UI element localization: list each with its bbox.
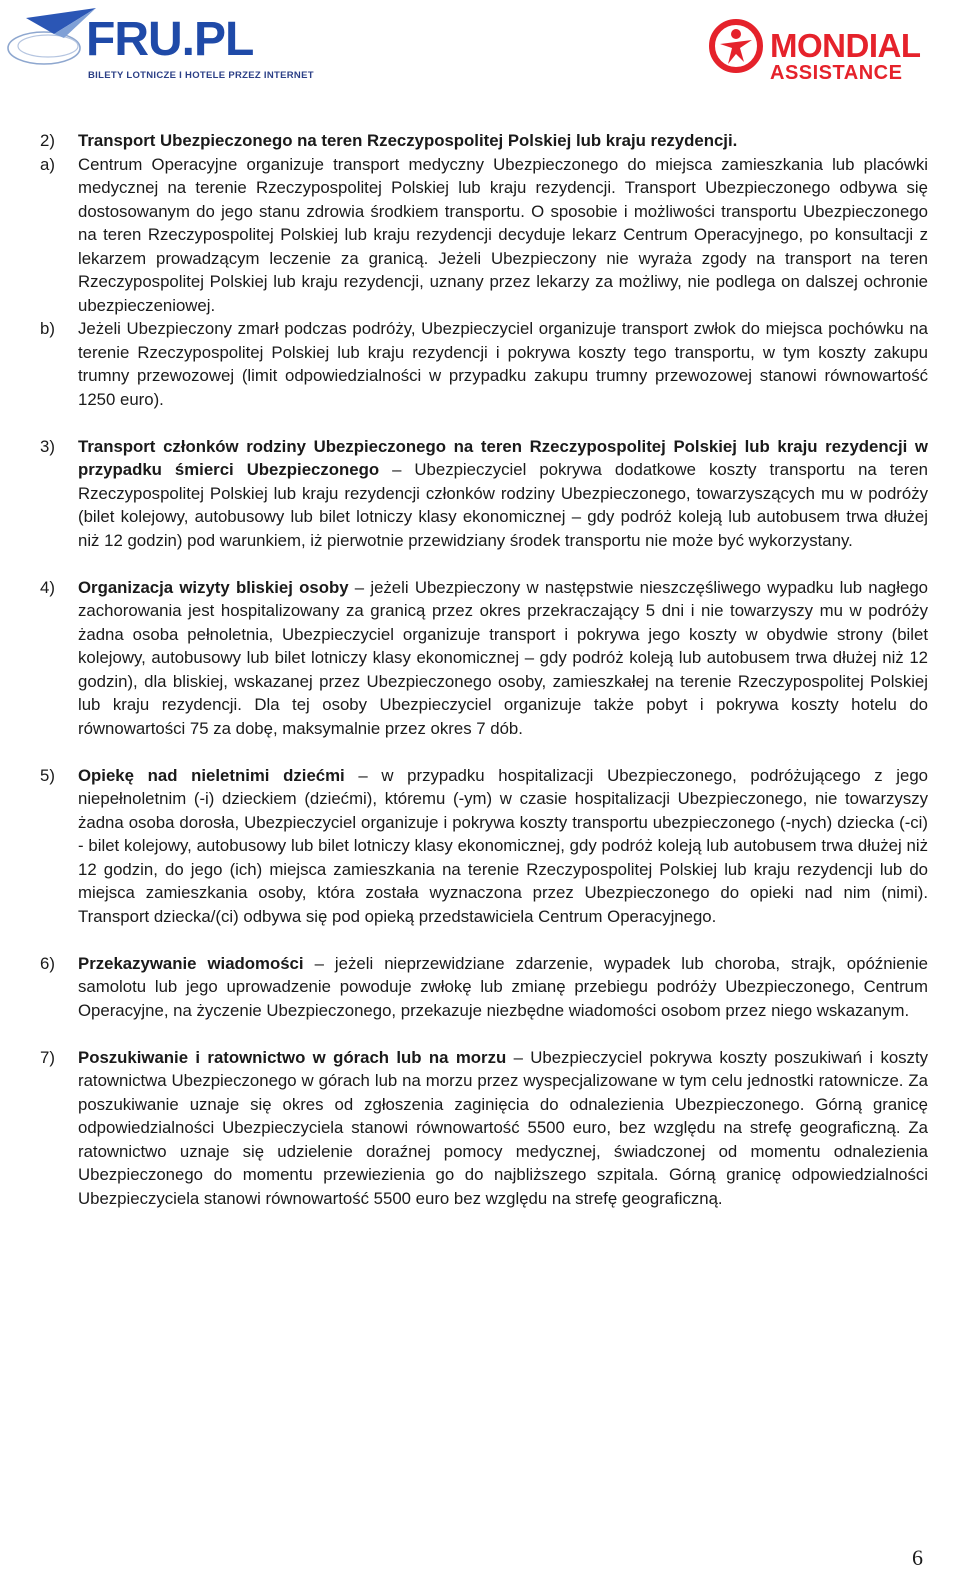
section-5	[40, 764, 928, 929]
section-6	[40, 952, 928, 1023]
document-body	[40, 129, 928, 1234]
section-text: – jeżeli nieprzewidziane zdarzenie, wypadek lub choroba, strajk, opóźnienie samolotu lub jego uprowadzenie powoduje zwłokę lub zmianę przebiegu podróży Ubezpieczonego, Centrum Operacyjne, na życzenie Ubezpieczonego, przekazuje niezbędne wiadomości osobom przez niego wskazanym.	[78, 953, 928, 1020]
section-text: – w przypadku hospitalizacji Ubezpieczonego, podróżującego z jego niepełnoletnim (-i) dzieckiem (dziećmi), któremu (-ym) w czasie hospitalizacji Ubezpieczonego, nie towarzyszy żadna osoba dorosła, Ubezpieczyciel organizuje i pokrywa koszty transportu ubezpieczonego (-nych) dziecka (-ci) - bilet kolejowy, autobusowy lub bilet lotniczy klasy ekonomicznej, gdy podróż koleją lub autobusem trwa dłużej niż 12 godzin, do jego (ich) miejsca zamieszkania na terenie Rzeczypospolitej Polskiej lub kraju rezydencji lub do miejsca zamieszkania osoby, która została wyznaczona przez Ubezpieczonego do opieki nad nim (nimi). Transport dziecka/(ci) odbywa się pod opieką przedstawiciela Centrum Operacyjnego.	[78, 765, 928, 926]
fru-logo	[4, 4, 322, 82]
section-4	[40, 576, 928, 741]
section-heading: Transport członków rodziny Ubezpieczonego na teren Rzeczypospolitej Polskiej lub kraju rezydencji w przypadku śmierci Ubezpieczonego	[78, 436, 928, 479]
fru-tagline: BILETY LOTNICZE I HOTELE PRZEZ INTERNET	[88, 70, 314, 81]
subsection-b	[40, 317, 928, 411]
page-number: 6	[912, 1545, 923, 1570]
subsection-text: Jeżeli Ubezpieczony zmarł podczas podróży, Ubezpieczyciel organizuje transport zwłok do miejsca pochówku na terenie Rzeczypospolitej Polskiej lub kraju rezydencji i pokrywa koszty tego transportu, w tym koszty zakupu trumny przewozowej (limit odpowiedzialności w przypadku zakupu trumny przewozowej stanowi równowartość 1250 euro).	[78, 319, 928, 409]
mondial-logo	[706, 14, 956, 88]
section-heading: Organizacja wizyty bliskiej osoby	[78, 577, 349, 597]
section-number: 7)	[40, 1047, 55, 1067]
section-number: 6)	[40, 953, 55, 973]
mondial-person-icon	[706, 14, 770, 78]
section-heading: Transport Ubezpieczonego na teren Rzeczypospolitej Polskiej lub kraju rezydencji.	[78, 131, 738, 150]
section-heading: Poszukiwanie i ratownictwo w górach lub na morzu	[78, 1047, 507, 1067]
subsection-text: Centrum Operacyjne organizuje transport medyczny Ubezpieczonego do miejsca zamieszkania lub placówki medycznej na terenie Rzeczypospolitej Polskiej lub kraju rezydencji. Transport Ubezpieczonego odbywa się dostosowanym do jego stanu zdrowia środkiem transportu. O sposobie i możliwości transportu Ubezpieczonego na teren Rzeczypospolitej Polskiej lub kraju rezydencji decyduje lekarz Centrum Operacyjnego, po konsultacji z lekarzem prowadzącym leczenie za granicą. Jeżeli Ubezpieczony nie wyraża zgody na transport na teren Rzeczypospolitej Polskiej lub kraju rezydencji, uznany przez lekarzy za możliwy, nie podlega on dalszej ochronie ubezpieczeniowej.	[78, 154, 928, 315]
section-number: 2)	[40, 131, 55, 150]
subsection-letter: b)	[40, 319, 55, 338]
fru-brand: FRU.PL	[86, 13, 254, 66]
section-3	[40, 435, 928, 553]
section-number: 5)	[40, 765, 55, 785]
section-heading: Przekazywanie wiadomości	[78, 953, 304, 973]
section-text: – Ubezpieczyciel pokrywa koszty poszukiwań i koszty ratownictwa Ubezpieczonego w górach lub na morzu przez wyspecjalizowane w tym celu jednostki ratownicze. Za poszukiwanie uznaje się okres od zgłoszenia zaginięcia do odnalezienia Ubezpieczonego. Górną granicę odpowiedzialności Ubezpieczyciela stanowi równowartość 5500 euro, bez względu na strefę geograficzną. Za ratownictwo uznaje się udzielenie doraźnej pomocy medycznej, świadczonej od momentu odnalezienia Ubezpieczonego do momentu przewiezienia go do najbliższego szpitala. Górną granicę odpowiedzialności Ubezpieczyciela stanowi równowartość 5500 euro bez względu na strefę geograficzną.	[78, 1047, 928, 1208]
section-text: – Ubezpieczyciel pokrywa dodatkowe koszty transportu na teren Rzeczypospolitej Polskiej lub kraju rezydencji członków rodziny Ubezpieczonego, towarzyszących mu w podróży (bilet kolejowy, autobusowy lub bilet lotniczy klasy ekonomicznej – gdy podróż koleją lub autobusem trwa dłużej niż 12 godzin) pod warunkiem, iż pierwotnie przewidziany środek transportu nie może być wykorzystany.	[78, 460, 928, 550]
mondial-brand: MONDIAL	[770, 27, 921, 64]
subsection-letter: a)	[40, 154, 55, 174]
section-text: – jeżeli Ubezpieczony w następstwie nieszczęśliwego wypadku lub nagłego zachorowania jest hospitalizowany za granicą przez okres przekraczający 5 dni i nie towarzyszy mu w podróży żadna osoba pełnoletnia, Ubezpieczyciel organizuje transport i pokrywa jego koszty w obydwie strony (bilet kolejowy, autobusowy lub bilet lotniczy klasy ekonomicznej – gdy podróż koleją lub autobusem trwa dłużej niż 12 godzin), dla bliskiej, wskazanej przez Ubezpieczonego osoby, zamieszkałej na terenie Rzeczypospolitej Polskiej lub kraju rezydencji. Dla tej osoby Ubezpieczyciel organizuje także pobyt i pokrywa koszty hotelu do równowartości 75 za dobę, maksymalnie przez okres 7 dób.	[78, 577, 928, 738]
section-number: 3)	[40, 436, 55, 456]
section-number: 4)	[40, 577, 55, 597]
section-2	[40, 129, 928, 411]
assistance-brand: ASSISTANCE	[770, 62, 903, 84]
section-7	[40, 1046, 928, 1211]
section-heading: Opiekę nad nieletnimi dziećmi	[78, 765, 345, 785]
subsection-a	[40, 153, 928, 318]
